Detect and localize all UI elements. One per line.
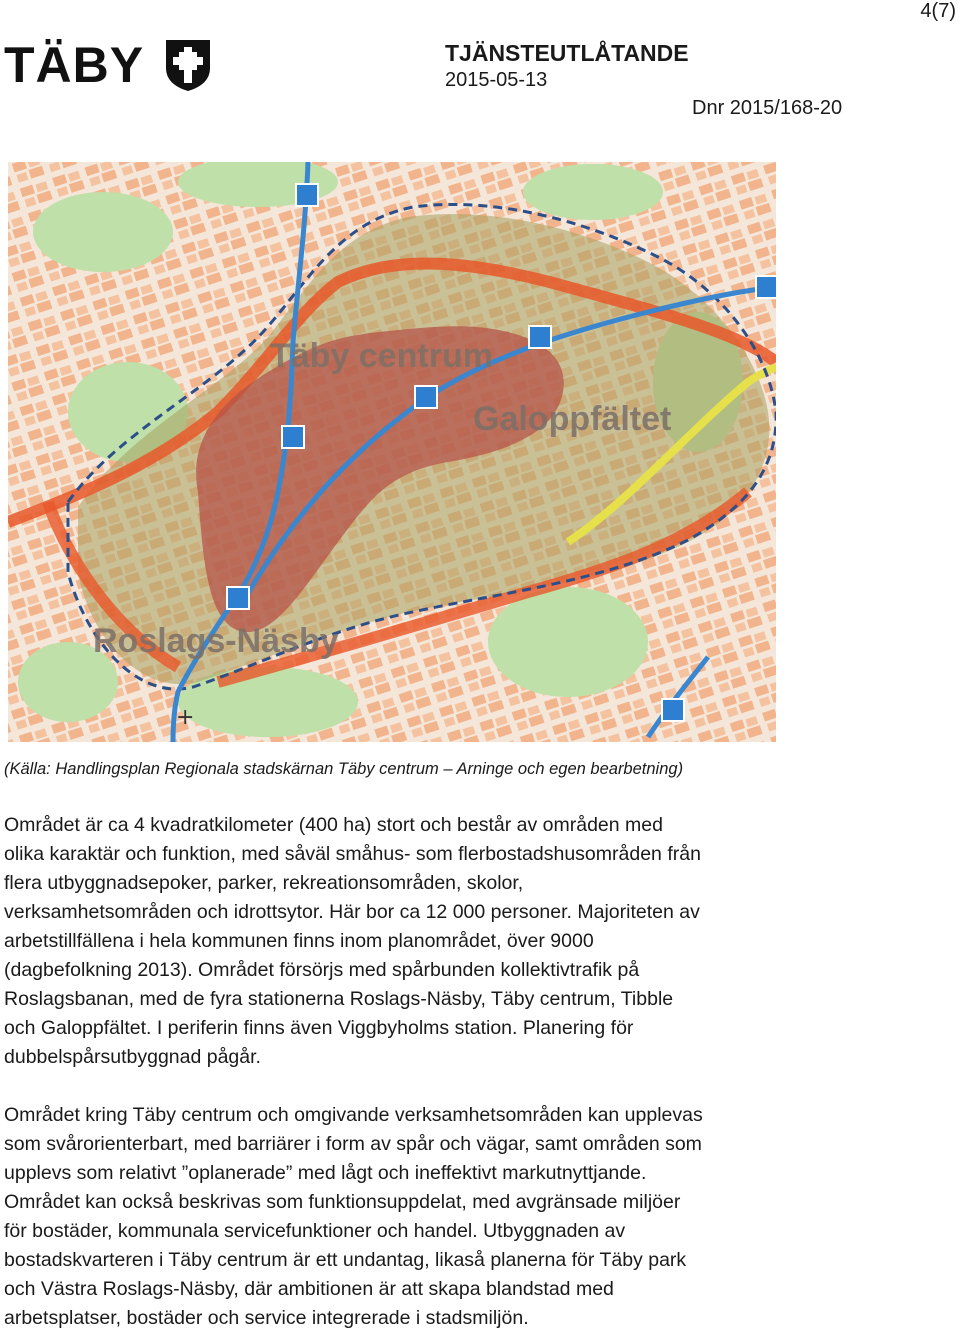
station-marker — [296, 184, 318, 206]
text-line: för bostäder, kommunala servicefunktioner och handel. Utbyggnaden av — [4, 1220, 626, 1242]
text-line: upplevs som relativt ”oplanerade” med lågt och ineffektivt markutnyttjande. — [4, 1162, 647, 1184]
body-paragraph — [4, 1101, 954, 1333]
text-line: Området kring Täby centrum och omgivande verksamhetsområden kan upplevas — [4, 1104, 703, 1126]
station-marker — [227, 587, 249, 609]
text-line: (dagbefolkning 2013). Området försörjs med spårbunden kollektivtrafik på — [4, 959, 640, 981]
station-marker — [529, 326, 551, 348]
text-line: Området kan också beskrivas som funktionsuppdelat, med avgränsade miljöer — [4, 1191, 681, 1213]
document-type: TJÄNSTEUTLÅTANDE — [445, 40, 689, 66]
text-line: arbetstillfällena i hela kommunen finns inom planområdet, över 9000 — [4, 930, 594, 952]
text-line: olika karaktär och funktion, med såväl småhus- som flerbostadshusområden från — [4, 843, 701, 865]
taby-crest-icon — [164, 38, 212, 92]
text-line: och Västra Roslags-Näsby, där ambitionen är att skapa blandstad med — [4, 1278, 614, 1300]
station-marker — [282, 426, 304, 448]
station-marker — [415, 386, 437, 408]
text-line: och Galoppfältet. I periferin finns även Viggbyholms station. Planering för — [4, 1017, 634, 1039]
station-marker — [662, 699, 684, 721]
taby-logo — [4, 38, 212, 92]
map-caption: (Källa: Handlingsplan Regionala stadskärnan Täby centrum – Arninge och egen bearbetning) — [4, 760, 684, 778]
text-line: verksamhetsområden och idrottsytor. Här bor ca 12 000 personer. Majoriteten av — [4, 901, 700, 923]
label-roslags-nasby: Roslags-Näsby — [93, 622, 339, 660]
map-image — [8, 162, 776, 742]
logo-wordmark: TÄBY — [4, 37, 145, 93]
document-reference: Dnr 2015/168-20 — [692, 97, 843, 119]
text-line: arbetsplatser, bostäder och service integrerade i stadsmiljön. — [4, 1307, 529, 1329]
text-line: bostadskvarteren i Täby centrum är ett undantag, likaså planerna för Täby park — [4, 1249, 687, 1271]
text-line: Området är ca 4 kvadratkilometer (400 ha) stort och består av områden med — [4, 814, 663, 836]
document-date: 2015-05-13 — [445, 69, 548, 91]
text-line: flera utbyggnadsepoker, parker, rekreationsområden, skolor, — [4, 872, 524, 894]
label-taby-centrum: Täby centrum — [270, 337, 493, 375]
text-line: Roslagsbanan, med de fyra stationerna Roslags-Näsby, Täby centrum, Tibble — [4, 988, 674, 1010]
text-line: som svårorienterbart, med barriärer i form av spår och vägar, samt områden som — [4, 1133, 702, 1155]
church-icon: + — [176, 705, 195, 730]
area-map — [8, 162, 776, 742]
station-marker — [756, 276, 776, 298]
label-galoppfaltet: Galoppfältet — [473, 400, 672, 438]
body-paragraph — [4, 811, 954, 1072]
page-number: 4(7) — [920, 0, 956, 22]
text-line: dubbelspårsutbyggnad pågår. — [4, 1046, 261, 1068]
